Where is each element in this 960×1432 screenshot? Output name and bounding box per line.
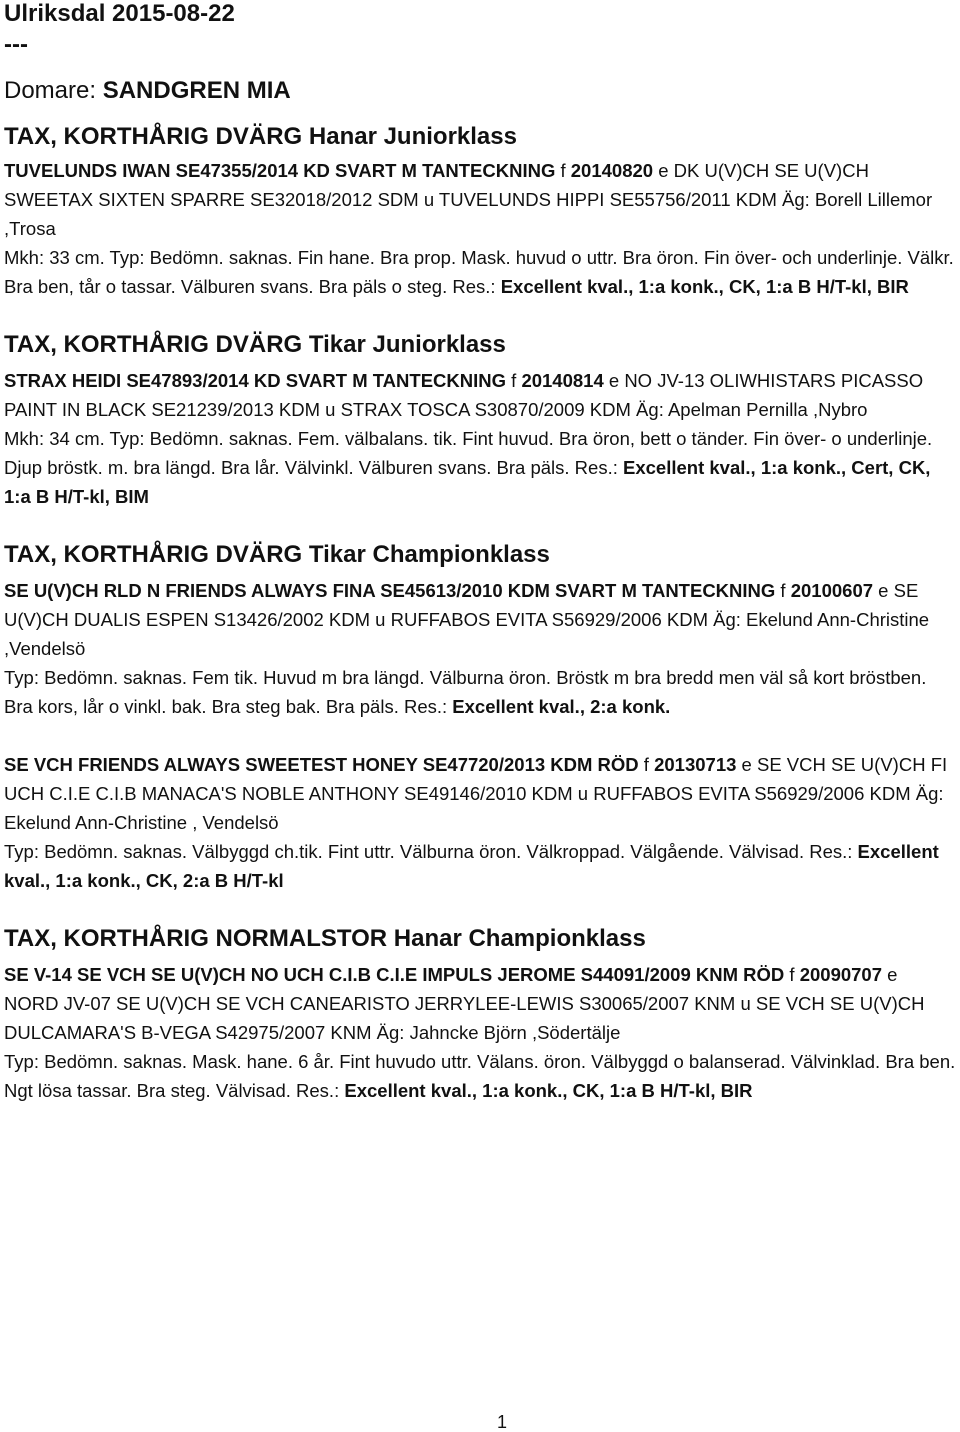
- dog-entry: [4, 750, 956, 895]
- critique: Typ: Bedömn. saknas. Fem tik. Huvud m bra längd. Välburna öron. Bröstk m bra bredd men väl så kort bröstben. Bra kors, lår o vinkl. bak. Bra steg bak. Bra päls. Res.:: [4, 667, 927, 717]
- judge-line: [4, 77, 956, 104]
- dog-entry: [4, 156, 956, 301]
- class-heading: TAX, KORTHÅRIG NORMALSTOR Hanar Championklass: [4, 925, 646, 952]
- pedigree: e DK U(V)CH SE U(V)CH SWEETAX SIXTEN SPARRE SE32018/2012 SDM u TUVELUNDS HIPPI SE55756/2011 KDM Äg: Borell Lillemor ,Trosa: [4, 160, 933, 239]
- class-heading: TAX, KORTHÅRIG DVÄRG Tikar Juniorklass: [4, 331, 506, 358]
- judge-name: SANDGREN MIA: [102, 77, 291, 104]
- born-date: 20140814: [521, 370, 604, 391]
- pedigree: e SE U(V)CH DUALIS ESPEN S13426/2002 KDM u RUFFABOS EVITA S56929/2006 KDM Äg: Ekelund Ann-Christine ,Vendelsö: [4, 580, 930, 659]
- born-prefix: f: [784, 964, 800, 985]
- born-date: 20090707: [799, 964, 883, 985]
- pedigree: e NO JV-13 OLIWHISTARS PICASSO PAINT IN BLACK SE21239/2013 KDM u STRAX TOSCA S30870/2009 KDM Äg: Apelman Pernilla ,Nybro: [4, 370, 924, 420]
- pedigree: e NORD JV-07 SE U(V)CH SE VCH CANEARISTO JERRYLEE-LEWIS S30065/2007 KNM u SE VCH SE U(V)CH DULCAMARA'S B-VEGA S42975/2007 KNM Äg: Jahncke Björn ,Södertälje: [4, 964, 925, 1043]
- born-prefix: f: [506, 370, 522, 391]
- dog-name-reg: TUVELUNDS IWAN SE47355/2014 KD SVART M TANTECKNING: [4, 160, 556, 181]
- dog-entry: [4, 576, 956, 721]
- dog-entry: [4, 366, 956, 511]
- class-heading: TAX, KORTHÅRIG DVÄRG Hanar Juniorklass: [4, 123, 517, 150]
- born-date: 20100607: [790, 580, 874, 601]
- result: Excellent kval., 2:a konk.: [452, 696, 671, 717]
- separator: ---: [4, 31, 28, 58]
- critique: Typ: Bedömn. saknas. Mask. hane. 6 år. Fint huvudo uttr. Välans. öron. Välbyggd o balanserad. Välvinklad. Bra ben. Ngt lösa tassar. Bra steg. Välvisad. Res.:: [4, 1051, 956, 1101]
- critique: Mkh: 34 cm. Typ: Bedömn. saknas. Fem. välbalans. tik. Fint huvud. Bra öron, bett o tänder. Fin över- o underlinje. Djup bröstk. m. bra längd. Bra lår. Välvinkl. Välburen svans. Bra päls. Res.:: [4, 428, 933, 478]
- show-title: Ulriksdal 2015-08-22: [4, 0, 235, 27]
- born-prefix: f: [555, 160, 571, 181]
- judge-label: Domare:: [4, 77, 103, 104]
- result: Excellent kval., 1:a konk., CK, 1:a B H/T-kl, BIR: [500, 276, 909, 297]
- born-prefix: f: [775, 580, 791, 601]
- class-heading: TAX, KORTHÅRIG DVÄRG Tikar Championklass: [4, 541, 550, 568]
- born-date: 20140820: [570, 160, 654, 181]
- dog-name-reg: SE VCH FRIENDS ALWAYS SWEETEST HONEY SE47720/2013 KDM RÖD: [4, 754, 639, 775]
- born-date: 20130713: [654, 754, 737, 775]
- dog-name-reg: STRAX HEIDI SE47893/2014 KD SVART M TANTECKNING: [4, 370, 507, 391]
- born-prefix: f: [638, 754, 655, 775]
- pedigree: e SE VCH SE U(V)CH FI UCH C.I.E C.I.B MANACA'S NOBLE ANTHONY SE49146/2010 KDM u RUFFABOS EVITA S56929/2006 KDM Äg: Ekelund Ann-Christine , Vendelsö: [4, 754, 948, 833]
- critique: Typ: Bedömn. saknas. Välbyggd ch.tik. Fint uttr. Välburna öron. Välkroppad. Välgående. Välvisad. Res.:: [4, 841, 858, 862]
- result: Excellent kval., 1:a konk., Cert, CK, 1:a B H/T-kl, BIM: [4, 457, 931, 507]
- critique: Mkh: 33 cm. Typ: Bedömn. saknas. Fin hane. Bra prop. Mask. huvud o uttr. Bra öron. Fin över- och underlinje. Välkr. Bra ben, tår o tassar. Välburen svans. Bra päls o steg. Res.:: [4, 247, 954, 297]
- result: Excellent kval., 1:a konk., CK, 2:a B H/T-kl: [4, 841, 939, 891]
- dog-entry: [4, 960, 956, 1105]
- result: Excellent kval., 1:a konk., CK, 1:a B H/T-kl, BIR: [344, 1080, 753, 1101]
- dog-name-reg: SE U(V)CH RLD N FRIENDS ALWAYS FINA SE45613/2010 KDM SVART M TANTECKNING: [4, 580, 776, 601]
- results-page: [4, 0, 956, 1105]
- page-number: 1: [497, 1412, 508, 1432]
- dog-name-reg: SE V-14 SE VCH SE U(V)CH NO UCH C.I.B C.I.E IMPULS JEROME S44091/2009 KNM RÖD: [4, 964, 785, 985]
